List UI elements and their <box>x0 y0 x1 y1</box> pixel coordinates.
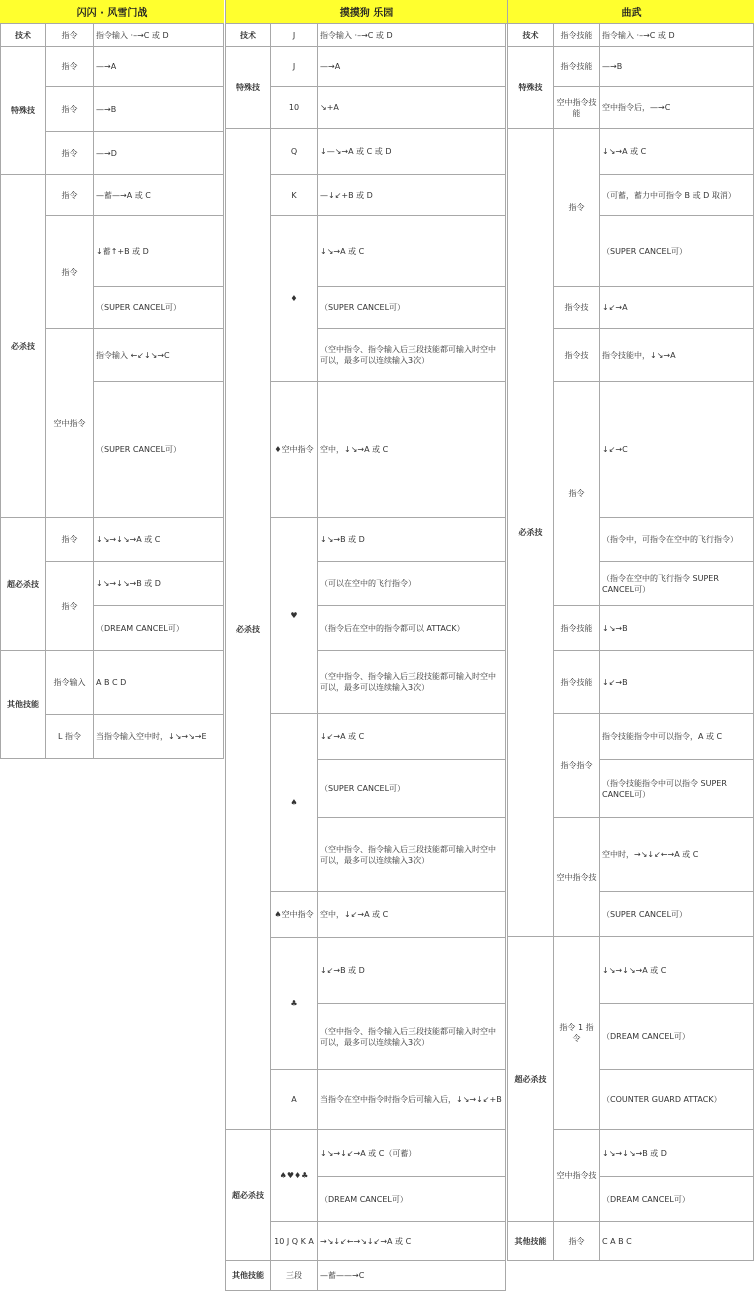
col1-cell-c1_g3_r1a: 指令 <box>46 518 94 562</box>
col2-cell-c2_s2: ♦空中指令 <box>271 382 318 518</box>
col3-cell-c3_cat: 技术 <box>507 24 554 47</box>
col1-cell-c1_g2_r1a: 指令 <box>46 175 94 216</box>
col3-cell-c3_s1: 指令 <box>554 129 600 287</box>
col3-cell-c3_g3_r1b: （DREAM CANCEL可） <box>600 1004 754 1070</box>
col1-cell-c1_g2: 必杀技 <box>0 175 46 518</box>
col2-cell-c2_s6: ♣ <box>271 938 318 1070</box>
col1-cell-c1_g3_r2c: （DREAM CANCEL可） <box>94 606 224 651</box>
col2-cell-c2_g3_e: →↘↓↙←→↘↓↙→A 或 C <box>318 1222 506 1261</box>
col3-cell-c3_g3_r2: 空中指令技 <box>554 1130 600 1222</box>
col2-cell-c2_g1_r2b: ↘+A <box>318 87 506 129</box>
col1-cell-c1_g1_r2b: —→B <box>94 87 224 132</box>
col1-cell-c1_g2_r3b: 指令输入 ←↙↓↘→C <box>94 329 224 382</box>
col2-cell-c2_g3_b: ↓↘→↓↙→A 或 C（可蓄） <box>318 1130 506 1177</box>
col1-cell-c1_g1_r3a: 指令 <box>46 132 94 175</box>
col3-cell-c3_g3: 超必杀技 <box>507 937 554 1222</box>
col2-cell-c2_s4_b: （SUPER CANCEL可） <box>318 760 506 818</box>
col1-cell-c1_g3_r1b: ↓↘→↓↘→A 或 C <box>94 518 224 562</box>
col2-cell-c2_cat: 技术 <box>225 24 271 47</box>
col3-cell-c3_g1: 特殊技 <box>507 47 554 129</box>
col1-cell-c1_cat: 技术 <box>0 24 46 47</box>
col3-cell-c3_s5_a: ↓↘→B <box>600 606 754 651</box>
col2-cell-c2_g3: 超必杀技 <box>225 1130 271 1261</box>
col3-cell-c3_s2: 指令技 <box>554 287 600 329</box>
col2-cell-c2_g3_c: （DREAM CANCEL可） <box>318 1177 506 1222</box>
col3-cell-c3_s8_b: （SUPER CANCEL可） <box>600 892 754 937</box>
col2-cell-c2_s1_a: ↓↘→A 或 C <box>318 216 506 287</box>
col2-cell-c2_g2: 必杀技 <box>225 129 271 1130</box>
col2-cell-c2_cmd: J <box>271 24 318 47</box>
col2-cell-c2_s4_c: （空中指令、指令输入后三段技能都可输入时空中可以，最多可以连续输入3次） <box>318 818 506 892</box>
col3-cell-c3_s6_a: ↓↙→B <box>600 651 754 714</box>
col2-cell-c2_s7_a: 当指令在空中指令时指令后可输入后，↓↘→↓↙+B <box>318 1070 506 1130</box>
col2-cell-c2_s3: ♥ <box>271 518 318 714</box>
col3-cell-c3_g2: 必杀技 <box>507 129 554 937</box>
col1-cell-c1_cmd: 指令 <box>46 24 94 47</box>
col3-cell-c3_s6: 指令技能 <box>554 651 600 714</box>
column-header-1: 闪闪 · 风雪门战 <box>0 0 224 24</box>
col3-cell-c3_g3_r1: 指令 1 指令 <box>554 937 600 1130</box>
col3-cell-c3_g1_r2b: 空中指令后，—→C <box>600 87 754 129</box>
col3-cell-c3_s4: 指令 <box>554 382 600 606</box>
col1-cell-c1_g1_r2a: 指令 <box>46 87 94 132</box>
col3-cell-c3_g3_r1c: （COUNTER GUARD ATTACK） <box>600 1070 754 1130</box>
col2-cell-c2_g1_r1a: J <box>271 47 318 87</box>
col2-cell-c2_g4_a: 三段 <box>271 1261 318 1291</box>
col2-cell-c2_g1: 特殊技 <box>225 47 271 129</box>
col2-cell-c2_s6_a: ↓↙→B 或 D <box>318 938 506 1004</box>
col2-cell-c2_s5_a: 空中，↓↙→A 或 C <box>318 892 506 938</box>
col3-cell-c3_g4: 其他技能 <box>507 1222 554 1261</box>
col2-cell-c2_s6_b: （空中指令、指令输入后三段技能都可输入时空中可以，最多可以连续输入3次） <box>318 1004 506 1070</box>
col2-cell-c2_g1_r2a: 10 <box>271 87 318 129</box>
col1-cell-c1_g1_r3b: —→D <box>94 132 224 175</box>
col2-cell-c2_s4: ♠ <box>271 714 318 892</box>
col3-cell-c3_s4_b: （指令中，可指令在空中的飞行指令） <box>600 518 754 562</box>
col2-cell-c2_q: Q <box>271 129 318 175</box>
col1-cell-c1_g4_r1b: A B C D <box>94 651 224 715</box>
col2-cell-c2_g3_a: ♠♥♦♣ <box>271 1130 318 1222</box>
col3-cell-c3_s8: 空中指令技 <box>554 818 600 937</box>
column-header-3: 曲武 <box>507 0 754 24</box>
col2-cell-c2_kb: —↓↙+B 或 D <box>318 175 506 216</box>
col3-cell-c3_s1_a: ↓↘→A 或 C <box>600 129 754 175</box>
col2-cell-c2_g4: 其他技能 <box>225 1261 271 1291</box>
col1-cell-c1_g1: 特殊技 <box>0 47 46 175</box>
col2-cell-c2_s1: ♦ <box>271 216 318 382</box>
col3-cell-c3_g1_r1b: —→B <box>600 47 754 87</box>
col1-cell-c1_g3_r2a: 指令 <box>46 562 94 651</box>
col1-cell-c1_g2_r3c: （SUPER CANCEL可） <box>94 382 224 518</box>
col1-cell-c1_g4_r1a: 指令输入 <box>46 651 94 715</box>
col1-cell-c1_g3: 超必杀技 <box>0 518 46 651</box>
col2-cell-c2_s7: A <box>271 1070 318 1130</box>
col2-cell-c2_s1_b: （SUPER CANCEL可） <box>318 287 506 329</box>
col3-cell-c3_g4_a: 指令 <box>554 1222 600 1261</box>
col2-cell-c2_g3_d: 10 J Q K A <box>271 1222 318 1261</box>
col2-cell-c2_s2_a: 空中，↓↘→A 或 C <box>318 382 506 518</box>
col3-cell-c3_g1_r2a: 空中指令技能 <box>554 87 600 129</box>
col3-cell-c3_s1_b: （可蓄，蓄力中可指令 B 或 D 取消） <box>600 175 754 216</box>
col3-cell-c3_g4_b: C A B C <box>600 1222 754 1261</box>
col2-cell-c2_g1_r1b: —→A <box>318 47 506 87</box>
col1-cell-c1_g4_r2a: L 指令 <box>46 715 94 759</box>
col3-cell-c3_s2_a: ↓↙→A <box>600 287 754 329</box>
col1-cell-c1_g2_r2b: ↓蓄↑+B 或 D <box>94 216 224 287</box>
col3-cell-c3_s1_c: （SUPER CANCEL可） <box>600 216 754 287</box>
col1-cell-c1_g1_r1b: —→A <box>94 47 224 87</box>
col1-cell-c1_g2_r1b: —蓄—→A 或 C <box>94 175 224 216</box>
col3-cell-c3_s4_c: （指令在空中的飞行指令 SUPER CANCEL可） <box>600 562 754 606</box>
col3-cell-c3_g3_r2a: ↓↘→↓↘→B 或 D <box>600 1130 754 1177</box>
col1-cell-c1_g2_r3a: 空中指令 <box>46 329 94 518</box>
col2-cell-c2_s3_b: （可以在空中的飞行指令） <box>318 562 506 606</box>
column-header-2: 摸摸狗 乐园 <box>225 0 507 24</box>
col2-cell-c2_g4_b: —蓄——→C <box>318 1261 506 1291</box>
col2-cell-c2_input: 指令输入 ·–→C 或 D <box>318 24 506 47</box>
col2-cell-c2_s4_a: ↓↙→A 或 C <box>318 714 506 760</box>
col3-cell-c3_s8_a: 空中时，→↘↓↙←→A 或 C <box>600 818 754 892</box>
col2-cell-c2_s3_d: （空中指令、指令输入后三段技能都可输入时空中可以，最多可以连续输入3次） <box>318 651 506 714</box>
col3-cell-c3_s5: 指令技能 <box>554 606 600 651</box>
col3-cell-c3_s7_b: （指令技能指令中可以指令 SUPER CANCEL可） <box>600 760 754 818</box>
col3-cell-c3_s7: 指令指令 <box>554 714 600 818</box>
col2-cell-c2_s5: ♠空中指令 <box>271 892 318 938</box>
col2-cell-c2_s3_c: （指令后在空中的指令都可以 ATTACK） <box>318 606 506 651</box>
col3-cell-c3_g3_r2b: （DREAM CANCEL可） <box>600 1177 754 1222</box>
col1-cell-c1_g3_r2b: ↓↘→↓↘→B 或 D <box>94 562 224 606</box>
col1-cell-c1_g4_r2b: 当指令输入空中时，↓↘→↘→E <box>94 715 224 759</box>
col1-cell-c1_input: 指令输入 ·–→C 或 D <box>94 24 224 47</box>
col1-cell-c1_g2_r2a: 指令 <box>46 216 94 329</box>
col3-cell-c3_g1_r1a: 指令技能 <box>554 47 600 87</box>
col2-cell-c2_s3_a: ↓↘→B 或 D <box>318 518 506 562</box>
col1-cell-c1_g2_r2c: （SUPER CANCEL可） <box>94 287 224 329</box>
col1-cell-c1_g1_r1a: 指令 <box>46 47 94 87</box>
col3-cell-c3_g3_r1a: ↓↘→↓↘→A 或 C <box>600 937 754 1004</box>
col2-cell-c2_qb: ↓—↘→A 或 C 或 D <box>318 129 506 175</box>
col2-cell-c2_s1_c: （空中指令、指令输入后三段技能都可输入时空中可以，最多可以连续输入3次） <box>318 329 506 382</box>
col1-cell-c1_g4: 其他技能 <box>0 651 46 759</box>
col3-cell-c3_input: 指令输入 ·–→C 或 D <box>600 24 754 47</box>
col3-cell-c3_cmd: 指令技能 <box>554 24 600 47</box>
col3-cell-c3_s7_a: 指令技能指令中可以指令，A 或 C <box>600 714 754 760</box>
col3-cell-c3_s3_a: 指令技能中，↓↘→A <box>600 329 754 382</box>
col3-cell-c3_s4_a: ↓↙→C <box>600 382 754 518</box>
col2-cell-c2_k: K <box>271 175 318 216</box>
col3-cell-c3_s3: 指令技 <box>554 329 600 382</box>
